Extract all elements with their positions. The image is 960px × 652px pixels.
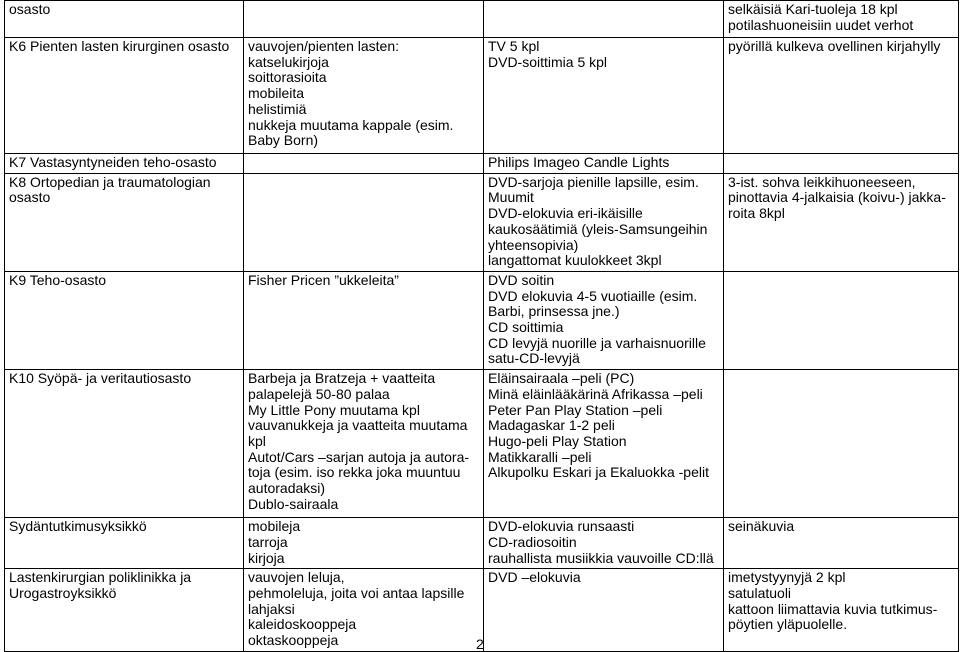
- ward-cell: [5, 569, 244, 652]
- media-cell: [484, 38, 724, 154]
- cell-line: vauvojen/pienten lasten:: [248, 38, 399, 54]
- cell-line: Sydäntutkimusyksikkö: [9, 518, 147, 535]
- ward-cell: [5, 271, 244, 369]
- cell-line: Peter Pan Play Station –peli: [488, 401, 663, 418]
- cell-line: nukkeja muutama kappale (esim.: [248, 116, 454, 133]
- cell-line: K7 Vastasyntyneiden teho-osasto: [9, 154, 217, 170]
- cell-line: DVD-soittimia 5 kpl: [488, 53, 608, 70]
- cell-line: Philips Imageo Candle Lights: [488, 154, 670, 170]
- cell-line: toja (esim. iso rekka joka muuntuu: [248, 464, 461, 481]
- cell-line: Eläinsairaala –peli (PC): [488, 370, 635, 387]
- cell-line: rauhallista musiikkia vauvoille CD:llä: [488, 549, 714, 566]
- cell-line: CD soittimia: [488, 319, 564, 336]
- cell-line: TV 5 kpl: [488, 38, 540, 54]
- cell-line: kaukosäätimiä (yleis-Samsungeihin: [488, 220, 708, 237]
- cell-line: My Little Pony muutama kpl: [248, 401, 420, 418]
- toys-cell: [244, 271, 484, 369]
- media-cell: [484, 154, 724, 174]
- cell-line: K6 Pienten lasten kirurginen osasto: [9, 38, 230, 54]
- cell-line: Baby Born): [248, 132, 319, 149]
- cell-line: vauvojen leluja,: [248, 569, 345, 586]
- cell-line: autoradaksi): [248, 480, 326, 497]
- media-cell: [484, 569, 724, 652]
- table-row: [5, 38, 959, 154]
- cell-line: tarroja: [248, 533, 288, 550]
- cell-line: vauvanukkeja ja vaatteita muutama: [248, 417, 468, 434]
- furniture-cell: [724, 569, 959, 652]
- page-number: 2: [476, 636, 484, 652]
- toys-cell: [244, 518, 484, 569]
- media-cell: [484, 271, 724, 369]
- ward-cell: [5, 38, 244, 154]
- cell-line: DVD-sarjoja pienille lapsille, esim.: [488, 173, 699, 190]
- cell-line: pinottavia 4-jalkaisia (koivu-) jakka-: [728, 189, 946, 206]
- cell-line: Dublo-sairaala: [248, 495, 339, 512]
- cell-line: CD levyjä nuorille ja varhaisnuorille: [488, 334, 706, 351]
- cell-line: K8 Ortopedian ja traumatologian: [9, 173, 211, 190]
- toys-cell: [244, 154, 484, 174]
- toys-cell: [244, 569, 484, 652]
- cell-line: potilashuoneisiin uudet verhot: [728, 16, 914, 33]
- cell-line: mobileita: [248, 85, 305, 102]
- furniture-cell: [724, 271, 959, 369]
- cell-line: pehmoleluja, joita voi antaa lapsille: [248, 584, 465, 601]
- cell-line: oktaskooppeja: [248, 632, 339, 649]
- furniture-cell: [724, 518, 959, 569]
- cell-line: soittorasioita: [248, 69, 327, 86]
- furniture-cell: [724, 38, 959, 154]
- cell-line: Matikkaralli –peli: [488, 448, 592, 465]
- cell-line: pöytien yläpuolelle.: [728, 616, 848, 633]
- media-cell: [484, 370, 724, 518]
- cell-line: DVD-elokuvia runsaasti: [488, 518, 635, 535]
- cell-line: kpl: [248, 432, 266, 449]
- table-row: [5, 154, 959, 174]
- cell-line: DVD elokuvia 4-5 vuotiaille (esim.: [488, 287, 698, 304]
- cell-line: yhteensopivia): [488, 236, 579, 253]
- cell-line: helistimiä: [248, 100, 307, 117]
- cell-line: K9 Teho-osasto: [9, 271, 107, 288]
- ward-cell: [5, 154, 244, 174]
- cell-line: CD-radiosoitin: [488, 533, 577, 550]
- furniture-cell: [724, 370, 959, 518]
- cell-line: osasto: [9, 189, 51, 206]
- cell-line: K10 Syöpä- ja veritautiosasto: [9, 370, 192, 387]
- ward-cell: [5, 1, 244, 38]
- ward-cell: [5, 518, 244, 569]
- cell-line: satulatuoli: [728, 584, 792, 601]
- table-row: [5, 271, 959, 369]
- table-row: [5, 518, 959, 569]
- table-row: [5, 1, 959, 38]
- cell-line: DVD –elokuvia: [488, 569, 581, 586]
- cell-line: kirjoja: [248, 549, 285, 566]
- cell-line: Minä eläinlääkärinä Afrikassa –peli: [488, 385, 703, 402]
- cell-line: Muumit: [488, 189, 534, 206]
- furniture-cell: [724, 173, 959, 271]
- cell-line: katselukirjoja: [248, 53, 329, 70]
- cell-line: Alkupolku Eskari ja Ekaluokka -pelit: [488, 464, 709, 481]
- media-cell: [484, 173, 724, 271]
- media-cell: [484, 1, 724, 38]
- cell-line: langattomat kuulokkeet 3kpl: [488, 252, 662, 269]
- furniture-cell: [724, 1, 959, 38]
- cell-line: kattoon liimattavia kuvia tutkimus-: [728, 600, 938, 617]
- cell-line: palapelejä 50-80 palaa: [248, 385, 390, 402]
- cell-line: mobileja: [248, 518, 301, 535]
- cell-line: Madagaskar 1-2 peli: [488, 417, 615, 434]
- toys-cell: [244, 173, 484, 271]
- cell-line: roita 8kpl: [728, 205, 785, 222]
- furniture-cell: [724, 154, 959, 174]
- cell-line: 3-ist. sohva leikkihuoneeseen,: [728, 173, 916, 190]
- toys-cell: [244, 38, 484, 154]
- equipment-table: [4, 0, 959, 652]
- cell-line: imetystyynyjä 2 kpl: [728, 569, 846, 586]
- cell-line: kaleidoskooppeja: [248, 616, 357, 633]
- cell-line: Lastenkirurgian poliklinikka ja: [9, 569, 192, 586]
- cell-line: DVD soitin: [488, 271, 555, 288]
- cell-line: Barbi, prinsessa jne.): [488, 303, 620, 320]
- cell-line: Autot/Cars –sarjan autoja ja autora-: [248, 448, 470, 465]
- toys-cell: [244, 370, 484, 518]
- cell-line: Barbeja ja Bratzeja + vaatteita: [248, 370, 436, 387]
- cell-line: Fisher Pricen ”ukkeleita”: [248, 271, 399, 288]
- cell-line: satu-CD-levyjä: [488, 350, 580, 367]
- ward-cell: [5, 173, 244, 271]
- cell-line: Urogastroyksikkö: [9, 584, 117, 601]
- cell-line: lahjaksi: [248, 600, 295, 617]
- cell-line: Hugo-peli Play Station: [488, 432, 627, 449]
- cell-line: selkäisiä Kari-tuoleja 18 kpl: [728, 1, 898, 17]
- cell-line: osasto: [9, 1, 51, 17]
- cell-line: seinäkuvia: [728, 518, 795, 535]
- ward-cell: [5, 370, 244, 518]
- cell-line: pyörillä kulkeva ovellinen kirjahylly: [728, 38, 941, 54]
- table-row: [5, 370, 959, 518]
- table-row: [5, 173, 959, 271]
- media-cell: [484, 518, 724, 569]
- toys-cell: [244, 1, 484, 38]
- cell-line: DVD-elokuvia eri-ikäisille: [488, 205, 643, 222]
